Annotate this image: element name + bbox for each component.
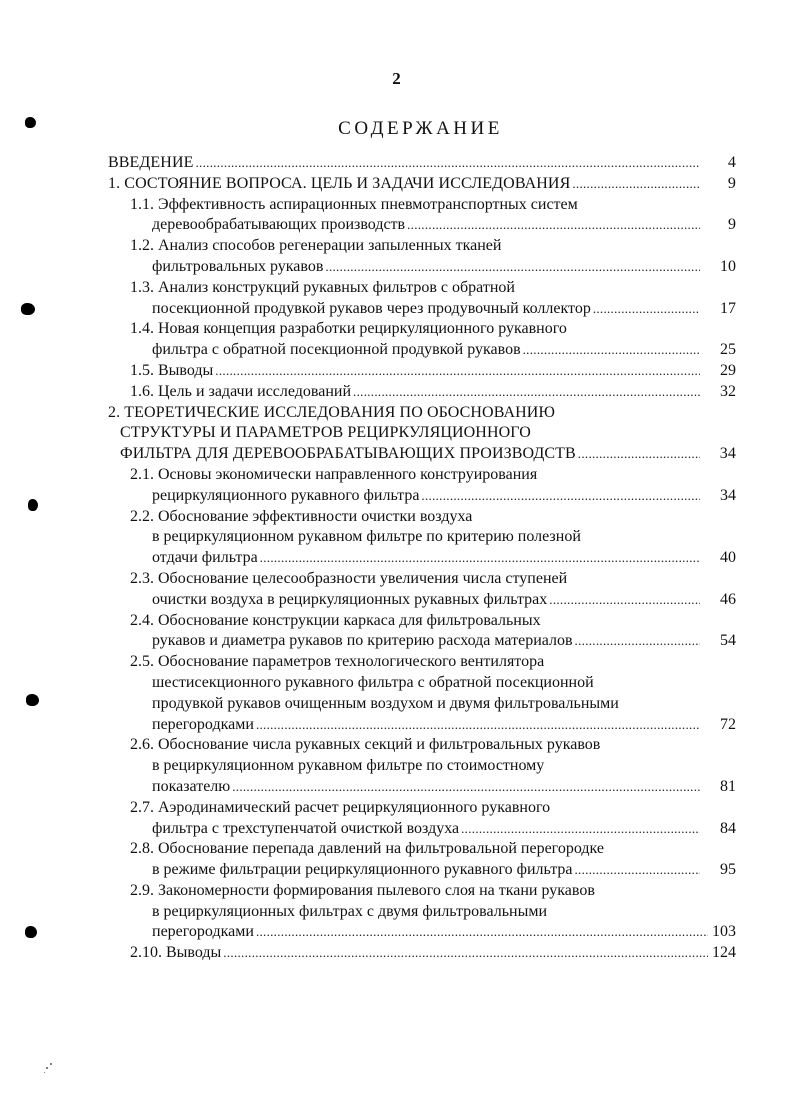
toc-dot-leader [232, 777, 700, 798]
toc-entry-title: шестисекционного рукавного фильтра с обратной посекционной [152, 673, 594, 691]
scan-speck [46, 1067, 48, 1069]
toc-entry-line [108, 694, 736, 715]
toc-entry-line [108, 777, 736, 798]
toc-entry-title: в рециркуляционном рукавном фильтре по стоимостному [152, 757, 545, 775]
toc-entry-title: рукавов и диаметра рукавов по критерию расхода материалов [152, 632, 573, 650]
toc-section-entry [108, 735, 736, 797]
toc-entry-title: 1.3. Анализ конструкций рукавных фильтров с обратной [130, 278, 515, 296]
scan-speck [50, 1063, 52, 1065]
toc-dot-leader [223, 943, 708, 964]
toc-page-number: 10 [720, 257, 736, 275]
toc-section-entry [108, 236, 736, 278]
toc-dot-leader [325, 257, 700, 278]
toc-entry-title: продувкой рукавов очищенным воздухом и двумя фильтровальными [152, 694, 619, 712]
toc-page-number: 32 [720, 382, 736, 400]
toc-entry-title: фильтровальных рукавов [152, 257, 324, 275]
toc-dot-leader [196, 153, 701, 174]
toc-entry-line [108, 278, 736, 299]
toc-page-number: 72 [720, 715, 736, 733]
toc-entry-title: 1.6. Цель и задачи исследований [130, 382, 352, 400]
toc-section-entry [108, 278, 736, 320]
toc-dot-leader [421, 486, 700, 507]
toc-entry-line [108, 673, 736, 694]
toc-dot-leader [353, 382, 700, 403]
toc-chapter-entry [108, 174, 736, 195]
toc-entry-title: 2.8. Обоснование перепада давлений на фильтровальной перегородке [130, 840, 604, 858]
toc-section-entry [108, 881, 736, 943]
toc-entry-line [108, 590, 736, 611]
toc-page-number: 29 [720, 361, 736, 379]
toc-entry-title: перегородками [152, 715, 254, 733]
toc-dot-leader [572, 174, 700, 195]
toc-page-number: 9 [727, 174, 736, 192]
toc-entry-line [108, 819, 736, 840]
punch-hole-mark-3 [28, 499, 38, 511]
toc-page-number: 84 [720, 819, 736, 837]
toc-dot-leader [593, 299, 700, 320]
toc-entry-title: посекционной продувкой рукавов через продувочный коллектор [152, 299, 591, 317]
toc-entry-line [108, 215, 736, 236]
toc-entry-title: 1.2. Анализ способов регенерации запыленных тканей [130, 237, 502, 255]
toc-section-entry [108, 839, 736, 881]
toc-section-entry [108, 319, 736, 361]
toc-dot-leader [256, 715, 700, 736]
punch-hole-mark-4 [26, 694, 39, 706]
punch-hole-mark-5 [25, 926, 37, 938]
toc-entry-title: 2.3. Обоснование целесообразности увеличения числа ступеней [130, 569, 568, 587]
toc-entry-title: ВВЕДЕНИЕ [108, 154, 194, 171]
toc-entry-line [108, 174, 736, 195]
toc-entry-line [108, 403, 736, 424]
toc-section-entry [108, 195, 736, 237]
toc-entry-line [108, 361, 736, 382]
toc-dot-leader [215, 361, 700, 382]
toc-page-number: 81 [720, 777, 736, 795]
toc-dot-leader [575, 860, 701, 881]
toc-entry-title: деревообрабатывающих производств [152, 216, 406, 234]
toc-entry-title: 1.1. Эффективность аспирационных пневмотранспортных систем [130, 195, 578, 213]
toc-section-entry [108, 943, 736, 964]
toc-entry-title: 2.9. Закономерности формирования пылевого слоя на ткани рукавов [130, 881, 595, 899]
toc-dot-leader [523, 340, 700, 361]
toc-entry-line [108, 444, 736, 465]
table-of-contents [108, 153, 736, 964]
toc-entry-title: в режиме фильтрации рециркуляционного рукавного фильтра [152, 861, 573, 879]
toc-entry-line [108, 652, 736, 673]
toc-entry-line [108, 902, 736, 923]
toc-page-number: 9 [728, 216, 736, 234]
scan-speck [44, 1072, 45, 1073]
toc-chapter-entry [108, 403, 736, 465]
toc-title: СОДЕРЖАНИЕ [338, 118, 503, 139]
toc-page-number: 34 [720, 486, 736, 504]
toc-entry-line [108, 340, 736, 361]
toc-entry-title: СТРУКТУРЫ И ПАРАМЕТРОВ РЕЦИРКУЛЯЦИОННОГО [120, 424, 531, 442]
toc-section-entry [108, 507, 736, 569]
toc-entry-line [108, 798, 736, 819]
toc-dot-leader [256, 922, 708, 943]
toc-entry-line [108, 548, 736, 569]
toc-entry-title: 2.10. Выводы [130, 944, 222, 962]
toc-entry-title: показателю [152, 777, 231, 795]
toc-entry-title: 2.5. Обоснование параметров технологического вентилятора [130, 653, 545, 671]
toc-page-number: 46 [720, 590, 736, 608]
toc-dot-leader [549, 590, 700, 611]
punch-hole-mark-2 [21, 303, 35, 315]
toc-entry-line [108, 569, 736, 590]
toc-section-entry [108, 382, 736, 403]
punch-hole-mark-1 [25, 117, 36, 128]
toc-entry-title: 1. СОСТОЯНИЕ ВОПРОСА. ЦЕЛЬ И ЗАДАЧИ ИССЛЕДОВАНИЯ [108, 174, 571, 192]
toc-page-number: 124 [712, 944, 736, 962]
toc-entry-title: 2.1. Основы экономически направленного конструирования [130, 465, 538, 483]
toc-section-entry [108, 569, 736, 611]
toc-entry-line [108, 507, 736, 528]
toc-entry-title: 2. ТЕОРЕТИЧЕСКИЕ ИССЛЕДОВАНИЯ ПО ОБОСНОВАНИЮ [108, 403, 555, 421]
toc-entry-line [108, 735, 736, 756]
toc-entry-line [108, 195, 736, 216]
toc-page-number: 40 [720, 549, 736, 567]
toc-entry-line [108, 860, 736, 881]
toc-dot-leader [260, 548, 700, 569]
toc-section-entry [108, 652, 736, 735]
toc-entry-line [108, 486, 736, 507]
toc-entry-line [108, 236, 736, 257]
toc-entry-line [108, 465, 736, 486]
toc-entry-title: рециркуляционного рукавного фильтра [152, 486, 420, 504]
toc-entry-title: фильтра с обратной посекционной продувкой рукавов [152, 341, 521, 359]
toc-entry-title: перегородками [152, 923, 254, 941]
toc-entry-title: 2.7. Аэродинамический расчет рециркуляционного рукавного [130, 798, 551, 816]
toc-dot-leader [461, 819, 700, 840]
toc-dot-leader [407, 215, 700, 236]
toc-entry-title: в рециркуляционном рукавном фильтре по критерию полезной [152, 528, 581, 546]
toc-entry-title: 1.5. Выводы [130, 361, 214, 379]
toc-entry-title: 1.4. Новая концепция разработки рециркуляционного рукавного [130, 320, 567, 338]
toc-entry-title: фильтра с трехступенчатой очисткой воздуха [152, 819, 460, 837]
toc-page-number: 25 [720, 341, 736, 359]
toc-entry-line [108, 631, 736, 652]
toc-entry-title: 2.2. Обоснование эффективности очистки воздуха [130, 507, 473, 525]
toc-dot-leader [578, 444, 700, 465]
toc-page-number: 54 [720, 632, 736, 650]
toc-entry-line [108, 382, 736, 403]
toc-entry-line [108, 423, 736, 444]
toc-entry-line [108, 922, 736, 943]
toc-entry-line [108, 881, 736, 902]
page-number: 2 [392, 69, 401, 88]
toc-entry-title: в рециркуляционных фильтрах с двумя фильтровальными [152, 902, 548, 920]
toc-entry-line [108, 611, 736, 632]
toc-page-number: 103 [712, 923, 736, 941]
toc-section-entry [108, 611, 736, 653]
toc-page-number: 95 [720, 861, 736, 879]
toc-entry-line [108, 756, 736, 777]
toc-entry-title: 2.6. Обоснование числа рукавных секций и фильтровальных рукавов [130, 736, 601, 754]
toc-page-number: 17 [720, 299, 736, 317]
toc-entry-line [108, 527, 736, 548]
toc-entry-title: ФИЛЬТРА ДЛЯ ДЕРЕВООБРАБАТЫВАЮЩИХ ПРОИЗВОДСТВ [120, 445, 576, 463]
toc-entry-line [108, 839, 736, 860]
toc-entry-title: 2.4. Обоснование конструкции каркаса для фильтровальных [130, 611, 541, 629]
toc-entry-line [108, 943, 736, 964]
toc-entry-line [108, 299, 736, 320]
toc-page-number: 34 [719, 445, 736, 463]
toc-section-entry [108, 798, 736, 840]
toc-entry-line [108, 715, 736, 736]
toc-entry-line [108, 153, 736, 174]
toc-entry-title: отдачи фильтра [152, 549, 258, 567]
toc-entry-line [108, 319, 736, 340]
toc-section-entry [108, 361, 736, 382]
toc-dot-leader [575, 631, 700, 652]
toc-entry-line [108, 257, 736, 278]
toc-chapter-entry [108, 153, 736, 174]
toc-page-number: 4 [727, 154, 736, 171]
toc-entry-title: очистки воздуха в рециркуляционных рукавных фильтрах [152, 590, 548, 608]
toc-section-entry [108, 465, 736, 507]
